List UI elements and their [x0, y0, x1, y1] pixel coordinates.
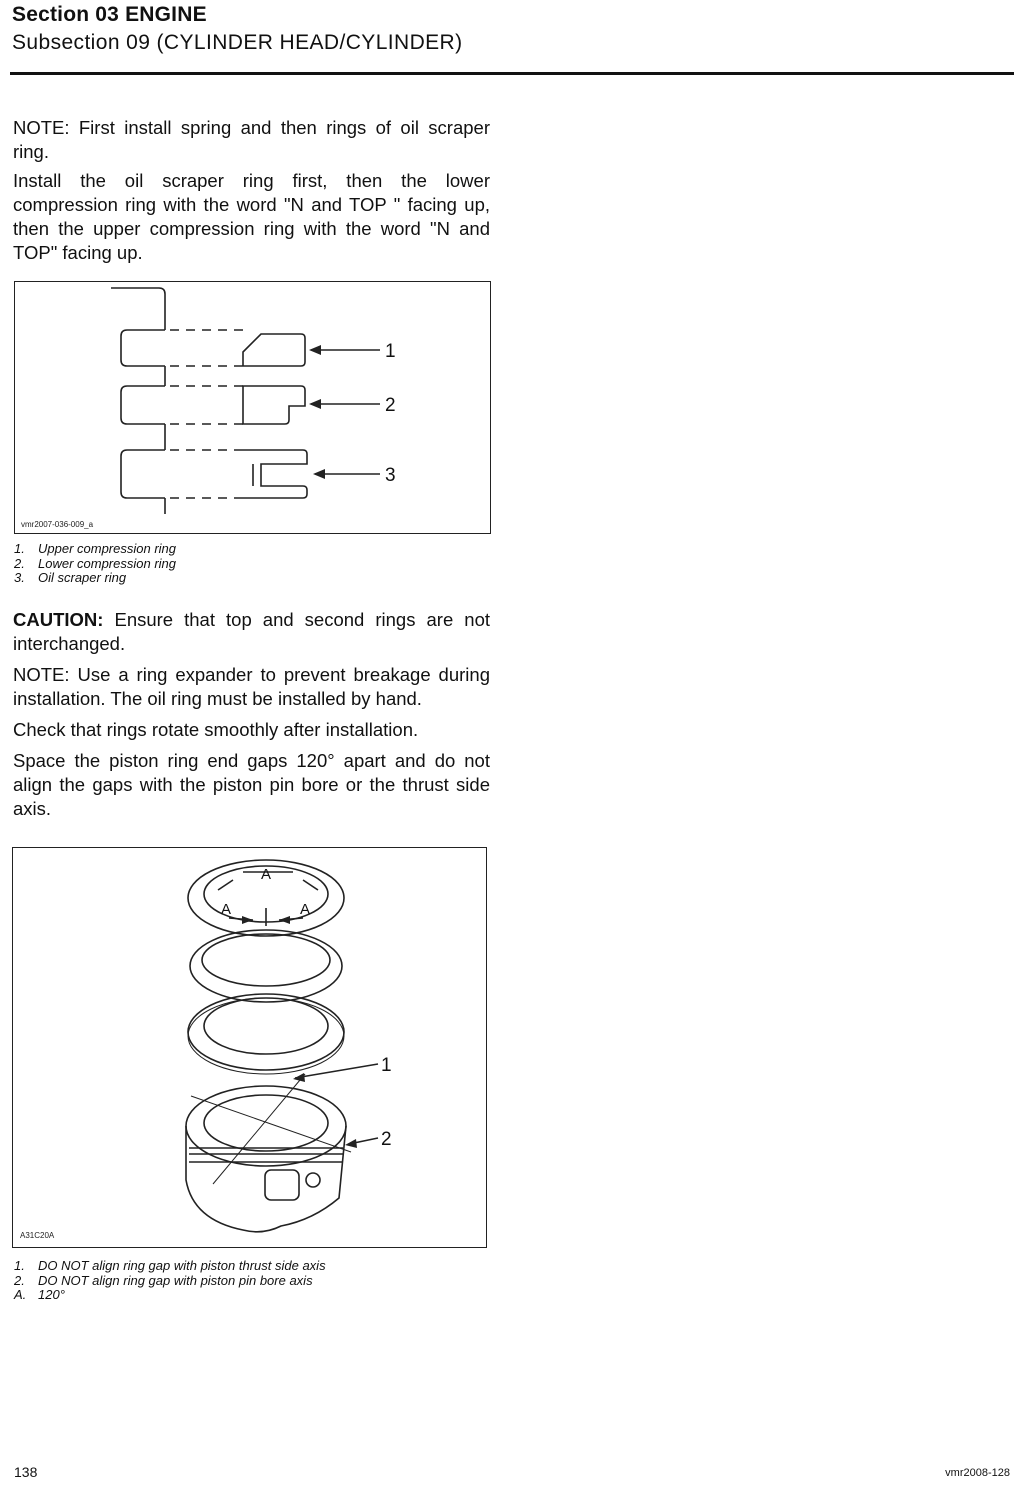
callout-1: 1 [381, 1055, 392, 1076]
figure-id: vmr2007-036-009_a [21, 520, 94, 529]
callout-2: 2 [381, 1129, 392, 1150]
figure-ring-profiles [14, 281, 491, 534]
figure-id: A31C20A [20, 1231, 55, 1240]
figure-piston-rings [12, 847, 487, 1248]
text-block-top [13, 116, 490, 265]
note-spring: NOTE: First install spring and then rings of oil scraper ring. [13, 117, 490, 162]
document-code: vmr2008-128 [945, 1467, 1010, 1479]
caution-text: Ensure that top and second rings are not interchanged. [13, 609, 490, 654]
section-title: Section 03 ENGINE [12, 3, 207, 26]
callout-2: 2 [385, 395, 396, 416]
gap-spacing: Space the piston ring end gaps 120° apart and do not align the gaps with the piston pin bore or the thrust side axis. [13, 750, 490, 819]
text-block-middle [13, 608, 490, 821]
callout-1: 1 [385, 341, 396, 362]
legend-item: 1. DO NOT align ring gap with piston thrust side axis [14, 1258, 326, 1273]
note-ring-expander: NOTE: Use a ring expander to prevent breakage during installation. The oil ring must be installed by hand. [13, 664, 490, 709]
ring-profiles-drawing [15, 282, 490, 533]
callout-3: 3 [385, 465, 396, 486]
figure1-legend [14, 542, 176, 586]
figure2-legend [14, 1259, 326, 1303]
angle-label-a: A [300, 901, 311, 918]
check-rotation: Check that rings rotate smoothly after installation. [13, 719, 419, 740]
legend-item: 3. Oil scraper ring [14, 570, 127, 585]
subsection-title: Subsection 09 (CYLINDER HEAD/CYLINDER) [12, 31, 463, 54]
angle-label-a: A [261, 866, 272, 883]
legend-item: 2. DO NOT align ring gap with piston pin bore axis [14, 1272, 313, 1288]
piston-rings-drawing [13, 848, 486, 1247]
caution-label: CAUTION: [13, 609, 104, 630]
legend-item: 1. Upper compression ring [14, 541, 177, 556]
header-rule [10, 72, 1014, 75]
legend-item: 2. Lower compression ring [14, 555, 177, 571]
page-number: 138 [14, 1464, 38, 1480]
legend-item: A. 120° [14, 1287, 65, 1302]
install-instructions: Install the oil scraper ring first, then the lower compression ring with the word "N and TOP " facing up, then the upper compression ring with the word "N and TOP" facing up. [13, 170, 490, 263]
angle-label-a: A [221, 901, 232, 918]
caution-note [13, 608, 490, 656]
